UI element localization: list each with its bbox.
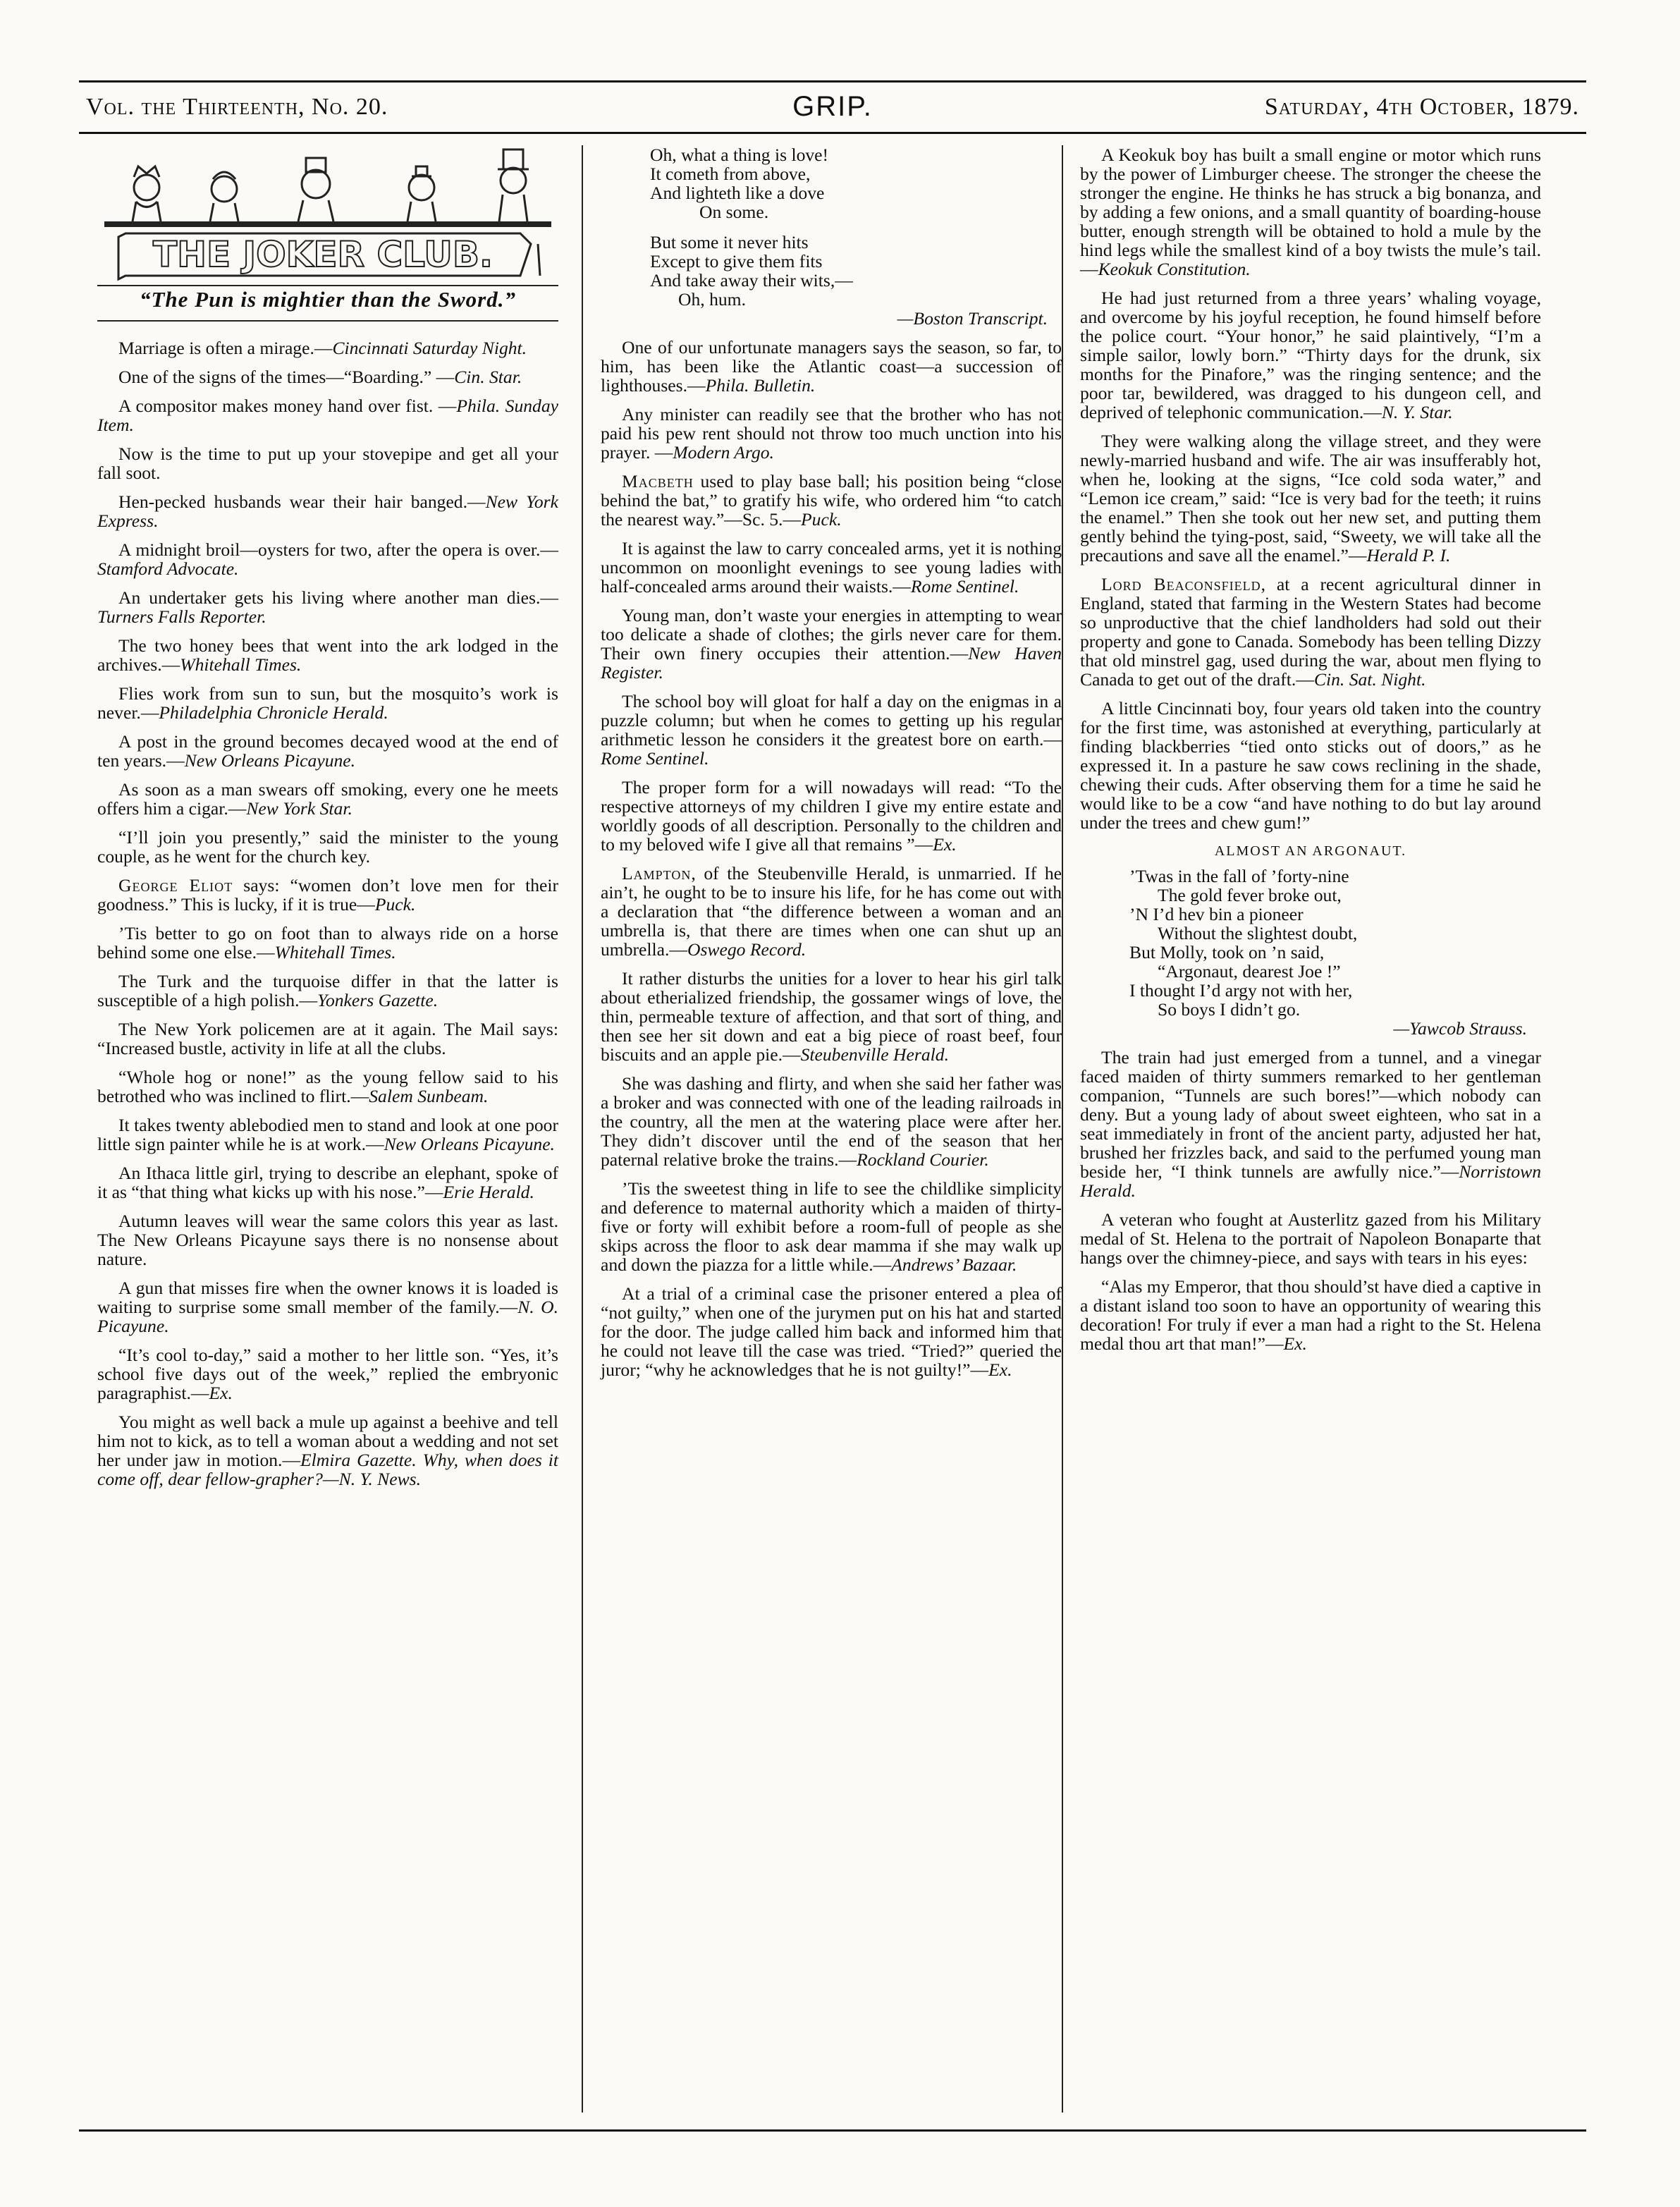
item-text: Any minister can readily see that the brother who has not paid his pew rent should not throw too much unction into his prayer. — [601,404,1062,463]
masthead-motto: “The Pun is mightier than the Sword.” [140,287,516,312]
item-source: Andrews’ Bazaar. [891,1254,1017,1275]
joke-item [97,636,558,674]
item-text: “I’ll join you presently,” said the minister to the young couple, as he went for the church key. [97,827,558,867]
poem-line: And take away their wits,— [650,270,853,291]
item-source: Ex. [933,834,957,855]
joke-item [97,684,558,722]
item-source: Phila. Bulletin. [705,375,816,396]
poem-line: I thought I’d argy not with her, [1129,980,1353,1001]
joke-item [97,828,558,866]
joke-item [97,1345,558,1402]
joke-item [97,876,558,914]
item-text: They were walking along the village street, and they were newly-married husband and wife. The air was insufferably hot, when he, looking at the signs, “Ice cold soda water,” and “Lemon ice cream,” said: “Ice is very bad for the teeth; it ruins the enamel.” Then she took out her new set, and putting them gently behind the tying-post, said, “Sweety, we will take all the precautions and save all the enamel.”— [1080,431,1541,565]
item-text: ’Tis better to go on foot than to always ride on a horse behind some one else.— [97,923,558,962]
item-source: Turners Falls Reporter. [97,606,266,627]
joker-club-masthead [97,145,558,329]
newspaper-page [79,80,1586,2153]
joke-item [1080,1048,1541,1200]
item-text: The train had just emerged from a tunnel, and a vinegar faced maiden of thirty summers remarked to her gentleman companion, “Tunnels are such bores!”—which nobody can deny. But a young lady of about sweet eighteen, who sat in a seat immediately in front of the ancient party, adjusted her hat, brushed her frizzles back, and said to the perfumed young man beside her, “I think tunnels are awfully nice.”— [1080,1047,1541,1182]
item-source: Philadelphia Chronicle Herald. [159,702,388,723]
item-source: New Haven Register. [601,643,1062,683]
item-text: An undertaker gets his living where another man dies.— [118,587,558,608]
item-text: says: “women don’t love men for their goodness.” This is lucky, if it is true— [97,875,558,915]
joke-item [601,1179,1062,1274]
joke-item [601,472,1062,529]
item-source: Oswego Record. [687,939,807,960]
joke-item [97,1115,558,1154]
column-3 [1080,145,1541,1363]
item-text: A compositor makes money hand over fist. — [118,396,457,416]
joke-item [97,1211,558,1268]
joke-item [97,1163,558,1202]
item-text: Flies work from sun to sun, but the mosquito’s work is never.— [97,683,558,723]
item-source: Ex. [1283,1333,1307,1354]
item-source: Puck. [801,509,842,530]
item-text: The school boy will gloat for half a day on the enigmas in a puzzle column; but when he comes to getting up his regular arithmetic lesson he considers it the greatest bore on earth.— [601,691,1062,750]
item-text: used to play base ball; his position being “close behind the bat,” to gratify his wife, who ordered him “to catch the nearest way.”—Sc. 5.— [601,471,1062,530]
item-source: Cin. Star. [454,367,522,387]
joke-item [97,1068,558,1106]
item-text: An Ithaca little girl, trying to describe an elephant, spoke of it as “that thing what kicks up with his nose.”— [97,1163,558,1202]
joke-item [97,1278,558,1335]
joke-item [601,969,1062,1064]
joke-item [97,338,558,357]
poem-line: But some it never hits [650,232,809,252]
masthead-title: THE JOKER CLUB. [153,234,493,275]
joke-item [97,924,558,962]
item-source: Cincinnati Saturday Night. [332,338,527,358]
item-source: Salem Sunbeam. [369,1086,489,1106]
joke-item [97,540,558,578]
item-text: Young man, don’t waste your energies in attempting to wear too delicate a shade of clothes; the girls never care for them. Their own finery occupies their attention.— [601,605,1062,664]
joke-item [601,405,1062,462]
item-lead-name: Lampton [622,863,692,884]
column-divider [1062,145,1063,2113]
item-text: She was dashing and flirty, and when she said her father was a broker and was connected with one of the leading railroads in the country, all the men at the watering place were after her. They didn’t discover until the end of the season that her paternal relative broke the trains.— [601,1073,1062,1170]
joke-item [97,588,558,626]
joke-item [97,1412,558,1488]
argonaut-poem-title: ALMOST AN ARGONAUT. [1214,843,1407,859]
item-text: One of our unfortunate managers says the season, so far, to him, has been like the Atlantic coast—a succession of lighthouses.— [601,337,1062,396]
item-source: Ex. [988,1359,1012,1380]
item-source: Modern Argo. [673,442,774,463]
poem-line: Oh, what a thing is love! [650,145,829,165]
argonaut-poem [1080,867,1541,1038]
item-source: Whitehall Times. [274,942,396,962]
item-text: A little Cincinnati boy, four years old taken into the country for the first time, was astonished at everything, particularly at finding blackberries “tied onto sticks out of doors,” as he expressed it. In a pasture he saw cows reclining in the shade, chewing their cuds. After observing them for a time he said he would like to be a cow “and have nothing to do but lay around under the trees and chew gum!” [1080,698,1541,833]
item-source: Erie Herald. [443,1182,534,1202]
publication-title: GRIP. [792,91,873,122]
column-1 [97,145,558,1498]
joke-item [1080,699,1541,832]
item-source: Keokuk Constitution. [1098,259,1251,279]
item-text: , of the Steubenville Herald, is unmarried. If he ain’t, he ought to be to insure his life, for he has come out with a declaration that “the difference between a woman and an umbrella is, that there are times when one can shut up an umbrella.— [601,863,1062,960]
item-source: Phila. Sunday Item. [97,396,559,435]
item-text: Hen-pecked husbands wear their hair banged.— [118,491,486,512]
joke-item [97,444,558,482]
joke-item [1080,1277,1541,1353]
item-text: You might as well back a mule up against a beehive and tell him not to kick, as to tell a woman about a wedding and not set her under jaw in motion.— [97,1412,558,1470]
joke-item [1080,145,1541,279]
joke-item [97,367,558,386]
joke-item [97,1020,558,1058]
col3b-items [1080,1048,1541,1353]
item-source: Steubenville Herald. [800,1044,949,1065]
item-lead-name: Lord Beaconsfield [1101,574,1261,594]
item-source: Norristown Herald. [1080,1161,1541,1201]
joke-item [601,1074,1062,1169]
poem-line: But Molly, took on ’n said, [1129,942,1325,962]
item-source: Puck. [374,894,416,915]
col3a-items [1080,145,1541,832]
love-poem [601,145,1062,328]
page-header [79,80,1586,134]
item-text: , at a recent agricultural dinner in England, stated that farming in the Western States had become so unproductive that the chief landholders had sold out their property and gone to Canada. Somebody has been telling Dizzy that old minstrel gag, used during the war, about men flying to Canada to get out of the draft.— [1080,574,1541,690]
joke-item [601,778,1062,854]
item-text: ’Tis the sweetest thing in life to see the childlike simplicity and deference to maternal authority which a maiden of thirty-five or forty will exhibit before a room-full of people as she skips across the floor to ask dear mamma if she may walk up and down the piazza for a little while.— [601,1178,1062,1275]
item-source: New Orleans Picayune. [184,750,356,771]
item-source: New York Express. [97,491,558,531]
item-lead-name: Macbeth [622,471,694,491]
joke-item [601,1284,1062,1379]
volume-label: Vol. the Thirteenth, No. 20. [86,94,388,120]
joke-item [601,864,1062,959]
issue-date: Saturday, 4th October, 1879. [1264,94,1579,120]
joke-item [97,492,558,530]
item-text: The Turk and the turquoise differ in that the latter is susceptible of a high polish.— [97,971,558,1010]
poem-line: And lighteth like a dove [650,183,825,203]
joke-item [97,732,558,770]
item-text: One of the signs of the times—“Boarding.” — [118,367,455,387]
item-text: A midnight broil—oysters for two, after the opera is over.— [118,539,558,560]
item-text: He had just returned from a three years’ whaling voyage, and overcome by his joyful reception, he found himself before the police court. “Your honor,” he said plaintively, “I’m a simple sailor, lowly born.” “Thirty days for the drunk, six months for the Pinafore,” was the ringing sentence; and the poor tar, bewildered, was dragged to his dungeon cell, and deprived of telephonic communication.— [1080,288,1541,422]
poem-line: Oh, hum. [678,289,746,310]
item-text: It rather disturbs the unities for a lover to hear his girl talk about etherialized friendship, the gossamer wings of love, the thin, permeable texture of affection, and that sort of thing, and then see her sit down and eat a big piece of roast beef, four biscuits and an apple pie.— [601,968,1062,1065]
item-source: Yonkers Gazette. [317,990,439,1010]
item-text: The two honey bees that went into the ark lodged in the archives.— [97,635,558,675]
poem-line: Except to give them fits [650,251,823,271]
masthead-rule-top [97,285,558,286]
poem-attribution: —Boston Transcript. [897,308,1048,329]
item-source: Elmira Gazette. Why, when does it come off, dear fellow-grapher?—N. Y. News. [97,1450,558,1489]
bottom-rule [79,2129,1586,2132]
joke-item [601,338,1062,395]
poem-line: ’Twas in the fall of ’forty-nine [1129,866,1349,886]
poem-line: The gold fever broke out, [1158,885,1342,905]
item-text: The New York policemen are at it again. The Mail says: “Increased bustle, activity in life at all the clubs. [97,1019,558,1058]
item-source: Rockland Courier. [857,1149,989,1170]
item-source: Ex. [209,1383,233,1403]
item-text: “Whole hog or none!” as the young fellow said to his betrothed who was inclined to flirt.— [97,1067,558,1106]
item-text: A gun that misses fire when the owner knows it is loaded is waiting to surprise some small member of the family.— [97,1278,558,1317]
item-source: Whitehall Times. [180,654,302,675]
item-source: Stamford Advocate. [97,558,239,579]
item-text: It is against the law to carry concealed arms, yet it is nothing uncommon on moonlight evenings to see young ladies with half-concealed arms around their waists.— [601,538,1062,597]
item-text: A veteran who fought at Austerlitz gazed from his Military medal of St. Helena to the portrait of Napoleon Bonaparte that hangs over the chimney-piece, and says with tears in his eyes: [1080,1209,1541,1268]
poem-attribution: —Yawcob Strauss. [1393,1018,1527,1039]
item-text: Autumn leaves will wear the same colors this year as last. The New Orleans Picayune says there is no nonsense about nature. [97,1211,558,1269]
stanza-gap [601,221,1062,233]
poem-line: On some. [699,202,769,222]
item-text: A post in the ground becomes decayed wood at the end of ten years.— [97,731,558,771]
item-text: As soon as a man swears off smoking, every one he meets offers him a cigar.— [97,779,558,819]
item-source: New York Star. [246,798,352,819]
item-text: Marriage is often a mirage.— [118,338,333,358]
joker-club-illustration [97,145,558,283]
item-source: Herald P. I. [1366,545,1451,565]
joke-item [1080,1210,1541,1267]
col2-items [601,338,1062,1379]
item-source: New Orleans Picayune. [384,1134,555,1154]
column-divider [582,145,583,2113]
joke-item [97,780,558,818]
item-text: A Keokuk boy has built a small engine or motor which runs by the power of Limburger cheese. The stronger the cheese the stronger the engine. He thinks he has struck a big bonanza, and by adding a few onions, and a small quantity of boarding-house butter, enough strength will be obtained to hold a mule by the hind legs while the smallest kind of a boy twists the mule’s tail.— [1080,145,1541,279]
item-text: “Alas my Emperor, that thou should’st have died a captive in a distant island too soon to have an opportunity of wearing this decoration! For truly if ever a man had a right to the St. Helena medal thou art that man!”— [1080,1276,1541,1354]
joke-item [97,396,558,434]
joke-item [1080,432,1541,565]
item-source: Cin. Sat. Night. [1313,669,1426,690]
column-2 [601,145,1062,1389]
item-lead-name: George Eliot [118,875,233,895]
joke-item [601,606,1062,682]
joke-item [97,972,558,1010]
item-text: At a trial of a criminal case the prisoner entered a plea of “not guilty,” when one of the jurymen put on his hat and started for the door. The judge called him back and informed him that he could not leave till the case was tried. “Tried?” queried the juror; “why he acknowledges that he is not guilty!”— [601,1283,1062,1380]
joke-item [1080,575,1541,689]
item-text: The proper form for a will nowadays will read: “To the respective attorneys of my children I give my entire estate and worldly goods of all description. Personally to the children and to my beloved wife I give all that remains ”— [601,777,1062,855]
item-source: Rome Sentinel. [601,748,709,769]
item-text: “It’s cool to-day,” said a mother to her little son. “Yes, it’s school five days out of the week,” replied the embryonic paragraphist.— [97,1345,558,1403]
poem-line: “Argonaut, dearest Joe !” [1158,961,1341,982]
item-text: Now is the time to put up your stovepipe and get all your fall soot. [97,444,558,483]
item-source: N. Y. Star. [1381,402,1453,422]
joke-item [1080,288,1541,422]
masthead-rule-bottom [97,320,558,322]
poem-line: ’N I’d hev bin a pioneer [1129,904,1304,924]
item-source: Rome Sentinel. [910,576,1019,597]
col1-items [97,338,558,1488]
poem-line: It cometh from above, [650,164,811,184]
poem-line: Without the slightest doubt, [1158,923,1358,943]
joke-item [601,692,1062,768]
item-text: It takes twenty ablebodied men to stand and look at one poor little sign painter while he is at work.— [97,1115,558,1154]
joke-item [601,539,1062,596]
poem-line: So boys I didn’t go. [1158,999,1301,1020]
item-source: N. O. Picayune. [97,1297,559,1336]
